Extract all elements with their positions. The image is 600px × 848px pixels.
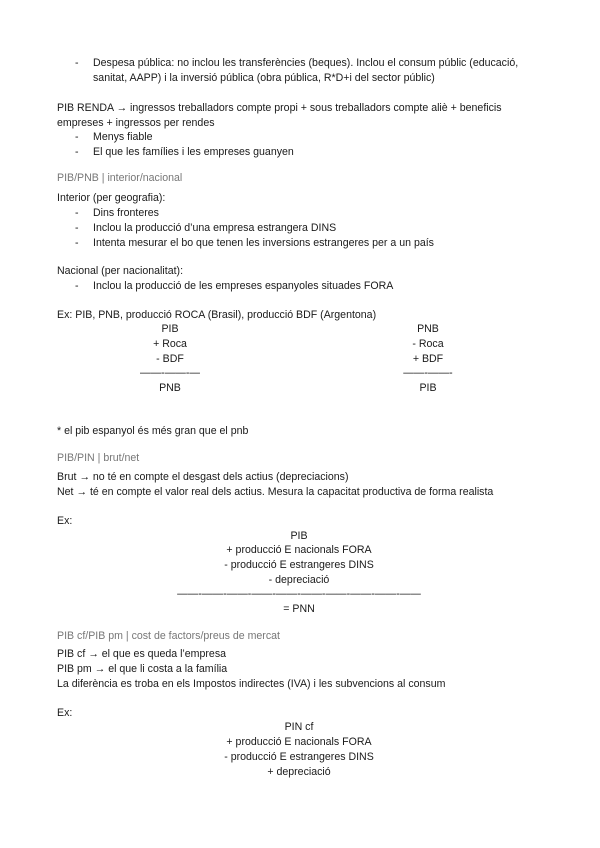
interior-bullet: Inclou la producció d’una empresa estrangera DINS: [93, 222, 337, 234]
public-spending-line-2: sanitat, AAPP) i la inversió pública (obra pública, R*D+i del sector públic): [93, 72, 435, 84]
gross-net-calc-line: + producció E nacionals FORA: [226, 544, 372, 556]
gross-net-calc-line: - producció E estrangeres DINS: [224, 559, 374, 571]
gross-net-calc-line: - depreciació: [268, 574, 330, 586]
bullet-dash: -: [75, 131, 79, 143]
pm-line: PIB pm → el que li costa a la família: [57, 663, 228, 675]
interior-national-note: * el pib espanyol és més gran que el pnb: [57, 425, 249, 437]
gdp-income-line-2: empreses + ingressos per rendes: [57, 117, 215, 129]
cost-market-calc-line: + producció E nacionals FORA: [226, 736, 372, 748]
section-heading-cost-market: PIB cf/PIB pm | cost de factors/preus de mercat: [57, 630, 280, 642]
interior-label: Interior (per geografia):: [57, 192, 166, 204]
gross-net-example-label: Ex:: [57, 515, 73, 527]
cost-market-calc-line: + depreciació: [267, 766, 331, 778]
gdp-income-line-1: PIB RENDA → ingressos treballadors compte propi + sous treballadors compte aliè + beneficis: [57, 102, 502, 114]
left-calc-line: - BDF: [156, 353, 184, 365]
national-bullet: Inclou la producció de les empreses espanyoles situades FORA: [93, 280, 394, 292]
right-calc-line: + BDF: [412, 353, 444, 365]
cf-line: PIB cf → el que es queda l’empresa: [57, 648, 227, 660]
section-heading-gross-net: PIB/PIN | brut/net: [57, 452, 140, 464]
interior-national-example-title: Ex: PIB, PNB, producció ROCA (Brasil), producció BDF (Argentona): [57, 309, 377, 321]
bullet-dash: -: [75, 207, 79, 219]
cost-market-calc-line: PIN cf: [284, 721, 314, 733]
interior-bullet: Intenta mesurar el bo que tenen les inversions estrangeres per a un país: [93, 237, 434, 249]
gross-line: Brut → no té en compte el desgast dels actius (depreciacions): [57, 471, 349, 483]
gross-net-calc-result: = PNN: [283, 603, 315, 615]
bullet-dash: -: [75, 222, 79, 234]
interior-bullet: Dins fronteres: [93, 207, 159, 219]
gdp-income-bullet: El que les famílies i les empreses guanyen: [93, 146, 294, 158]
left-calc-result: PNB: [159, 382, 181, 394]
bullet-dash: -: [75, 57, 79, 69]
left-calc-line: PIB: [161, 323, 179, 335]
difference-line: La diferència es troba en els Impostos indirectes (IVA) i les subvencions al consum: [57, 678, 446, 690]
left-calc-separator: ——-——-—: [139, 367, 201, 379]
net-line: Net → té en compte el valor real dels actius. Mesura la capacitat productiva de forma realista: [57, 486, 494, 498]
national-label: Nacional (per nacionalitat):: [57, 265, 184, 277]
public-spending-line-1: Despesa pública: no inclou les transferències (beques). Inclou el consum públic (educació,: [93, 57, 519, 69]
gross-net-calc-line: PIB: [290, 530, 308, 542]
cost-market-example-label: Ex:: [57, 707, 73, 719]
left-calc-line: + Roca: [153, 338, 187, 350]
right-calc-result: PIB: [419, 382, 437, 394]
bullet-dash: -: [75, 146, 79, 158]
cost-market-calc-line: - producció E estrangeres DINS: [224, 751, 374, 763]
bullet-dash: -: [75, 237, 79, 249]
right-calc-separator: ——-——-: [403, 367, 453, 379]
right-calc-line: - Roca: [412, 338, 444, 350]
bullet-dash: -: [75, 280, 79, 292]
right-calc-line: PNB: [417, 323, 439, 335]
gdp-income-bullet: Menys fiable: [93, 131, 153, 143]
gross-net-calc-separator: ——-——-——-——-——-——-——-——-——-——: [177, 588, 421, 600]
section-heading-interior-national: PIB/PNB | interior/nacional: [57, 172, 183, 184]
